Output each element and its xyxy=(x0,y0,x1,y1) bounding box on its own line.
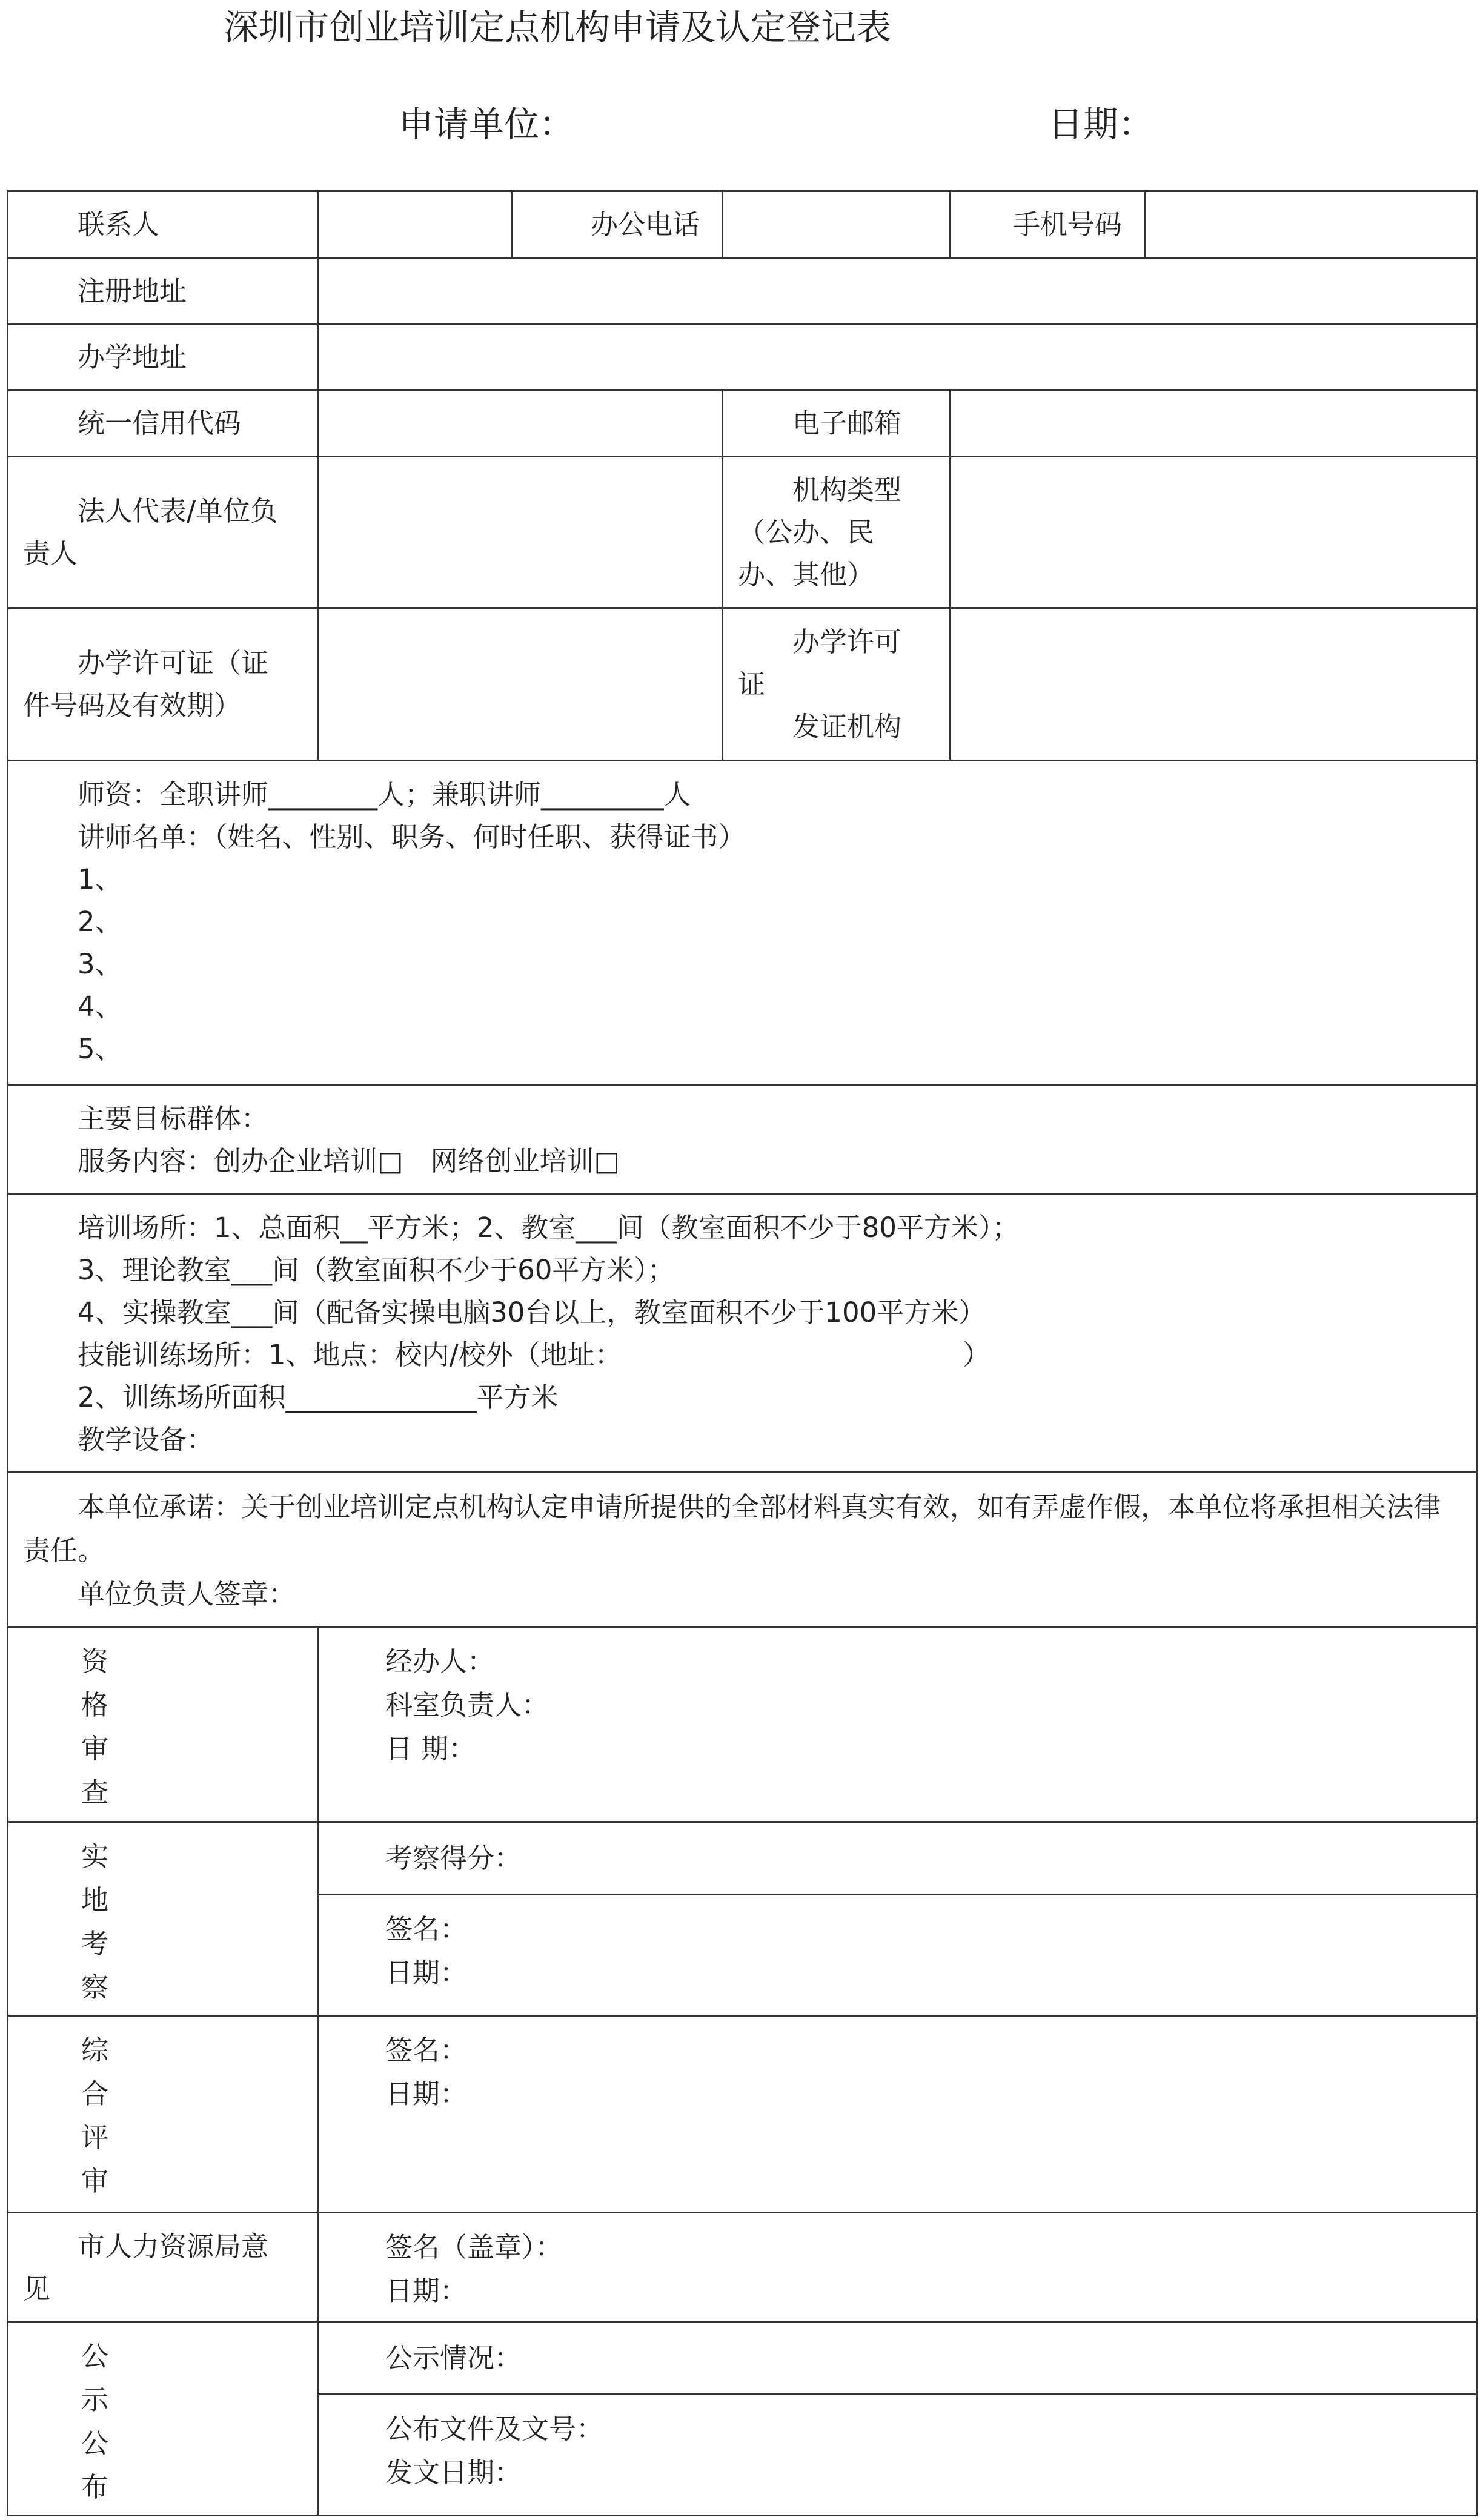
inspection-score-cell[interactable] xyxy=(318,1822,1477,1895)
office-phone-value[interactable] xyxy=(723,191,951,258)
sign-line: 签名： xyxy=(385,1913,468,1945)
handler-line: 经办人： xyxy=(385,1645,495,1677)
school-address-label: 办学地址 xyxy=(8,325,318,390)
sign-seal-line: 签名（盖章）： xyxy=(385,2231,563,2263)
facility-line: 4、实操教室___间（配备实操电脑30台以上，教室面积不少于100平方米） xyxy=(78,1296,986,1328)
targets-section[interactable] xyxy=(8,1085,1477,1194)
registered-address-value[interactable] xyxy=(318,258,1477,325)
overall-review-label: 综 合 评 审 xyxy=(8,2016,318,2213)
contact-label: 联系人 xyxy=(8,191,318,258)
list-item: 2、 xyxy=(78,906,122,938)
date-label: 日期： xyxy=(1048,104,1154,145)
inspection-sign-cell[interactable] xyxy=(318,1895,1477,2016)
issue-date-line: 发文日期： xyxy=(385,2456,522,2488)
bureau-opinion-label: 市人力资源局意 见 xyxy=(8,2213,318,2322)
contact-value[interactable] xyxy=(318,191,512,258)
teachers-count-line: 师资：全职讲师________人；兼职讲师_________人 xyxy=(78,778,691,811)
credit-code-label: 统一信用代码 xyxy=(8,390,318,457)
registered-address-label: 注册地址 xyxy=(8,258,318,325)
registration-form-table xyxy=(7,190,1478,2516)
applicant-unit-label: 申请单位： xyxy=(399,104,575,145)
score-line: 考察得分： xyxy=(385,1842,522,1874)
school-address-value[interactable] xyxy=(318,325,1477,390)
school-license-value[interactable] xyxy=(318,608,723,761)
teachers-list-heading: 讲师名单：（姓名、性别、职务、何时任职、获得证书） xyxy=(78,821,746,853)
publicity-line: 公示情况： xyxy=(385,2341,522,2374)
date-line: 日期： xyxy=(385,2078,468,2110)
commitment-section[interactable] xyxy=(8,1473,1477,1627)
target-group-line: 主要目标群体： xyxy=(78,1102,269,1135)
qualification-review-label: 资 格 审 查 xyxy=(8,1627,318,1822)
teachers-section[interactable] xyxy=(8,761,1477,1085)
school-license-label: 办学许可证（证 件号码及有效期） xyxy=(8,608,318,761)
section-head-line: 科室负责人： xyxy=(385,1689,549,1721)
org-type-label: 机构类型 （公办、民 办、其他） xyxy=(723,457,951,608)
publicity-status-cell[interactable] xyxy=(318,2322,1477,2395)
overall-review-content[interactable] xyxy=(318,2016,1477,2213)
org-type-value[interactable] xyxy=(951,457,1477,608)
mobile-label: 手机号码 xyxy=(951,191,1145,258)
list-item: 3、 xyxy=(78,948,122,980)
site-inspection-label: 实 地 考 察 xyxy=(8,1822,318,2016)
email-value[interactable] xyxy=(951,390,1477,457)
list-item: 1、 xyxy=(78,863,122,895)
date-line: 日期： xyxy=(385,2275,468,2307)
facility-line: 3、理论教室___间（教室面积不少于60平方米）； xyxy=(78,1254,675,1286)
sign-line: 签名： xyxy=(385,2034,468,2066)
legal-rep-value[interactable] xyxy=(318,457,723,608)
publicity-label: 公 示 公 布 xyxy=(8,2322,318,2516)
facilities-section[interactable] xyxy=(8,1194,1477,1473)
facility-line: 技能训练场所：1、地点：校内/校外（地址： ） xyxy=(78,1339,991,1371)
credit-code-value[interactable] xyxy=(318,390,723,457)
signature-line: 单位负责人签章： xyxy=(78,1578,296,1610)
commitment-text: 本单位承诺：关于创业培训定点机构认定申请所提供的全部材料真实有效，如有弄虚作假，本单位将承担相关法律责任。 xyxy=(23,1491,1441,1567)
mobile-value[interactable] xyxy=(1145,191,1477,258)
service-content-line: 服务内容：创办企业培训□ 网络创业培训□ xyxy=(78,1145,620,1177)
email-label: 电子邮箱 xyxy=(723,390,951,457)
license-issuer-value[interactable] xyxy=(951,608,1477,761)
facility-line: 培训场所：1、总面积__平方米；2、教室___间（教室面积不少于80平方米）； xyxy=(78,1212,1020,1244)
doc-number-line: 公布文件及文号： xyxy=(385,2413,604,2445)
bureau-opinion-content[interactable] xyxy=(318,2213,1477,2322)
office-phone-label: 办公电话 xyxy=(512,191,723,258)
publish-doc-cell[interactable] xyxy=(318,2395,1477,2516)
list-item: 4、 xyxy=(78,990,122,1023)
date-line: 日期： xyxy=(385,1957,468,1989)
license-issuer-label: 办学许可 证 发证机构 xyxy=(723,608,951,761)
legal-rep-label: 法人代表/单位负 责人 xyxy=(8,457,318,608)
qualification-review-content[interactable] xyxy=(318,1627,1477,1822)
list-item: 5、 xyxy=(78,1033,122,1065)
date-line: 日 期： xyxy=(385,1732,476,1765)
facility-line: 2、训练场所面积______________平方米 xyxy=(78,1381,559,1413)
form-title: 深圳市创业培训定点机构申请及认定登记表 xyxy=(223,7,891,48)
teaching-equipment-line: 教学设备： xyxy=(78,1424,214,1456)
